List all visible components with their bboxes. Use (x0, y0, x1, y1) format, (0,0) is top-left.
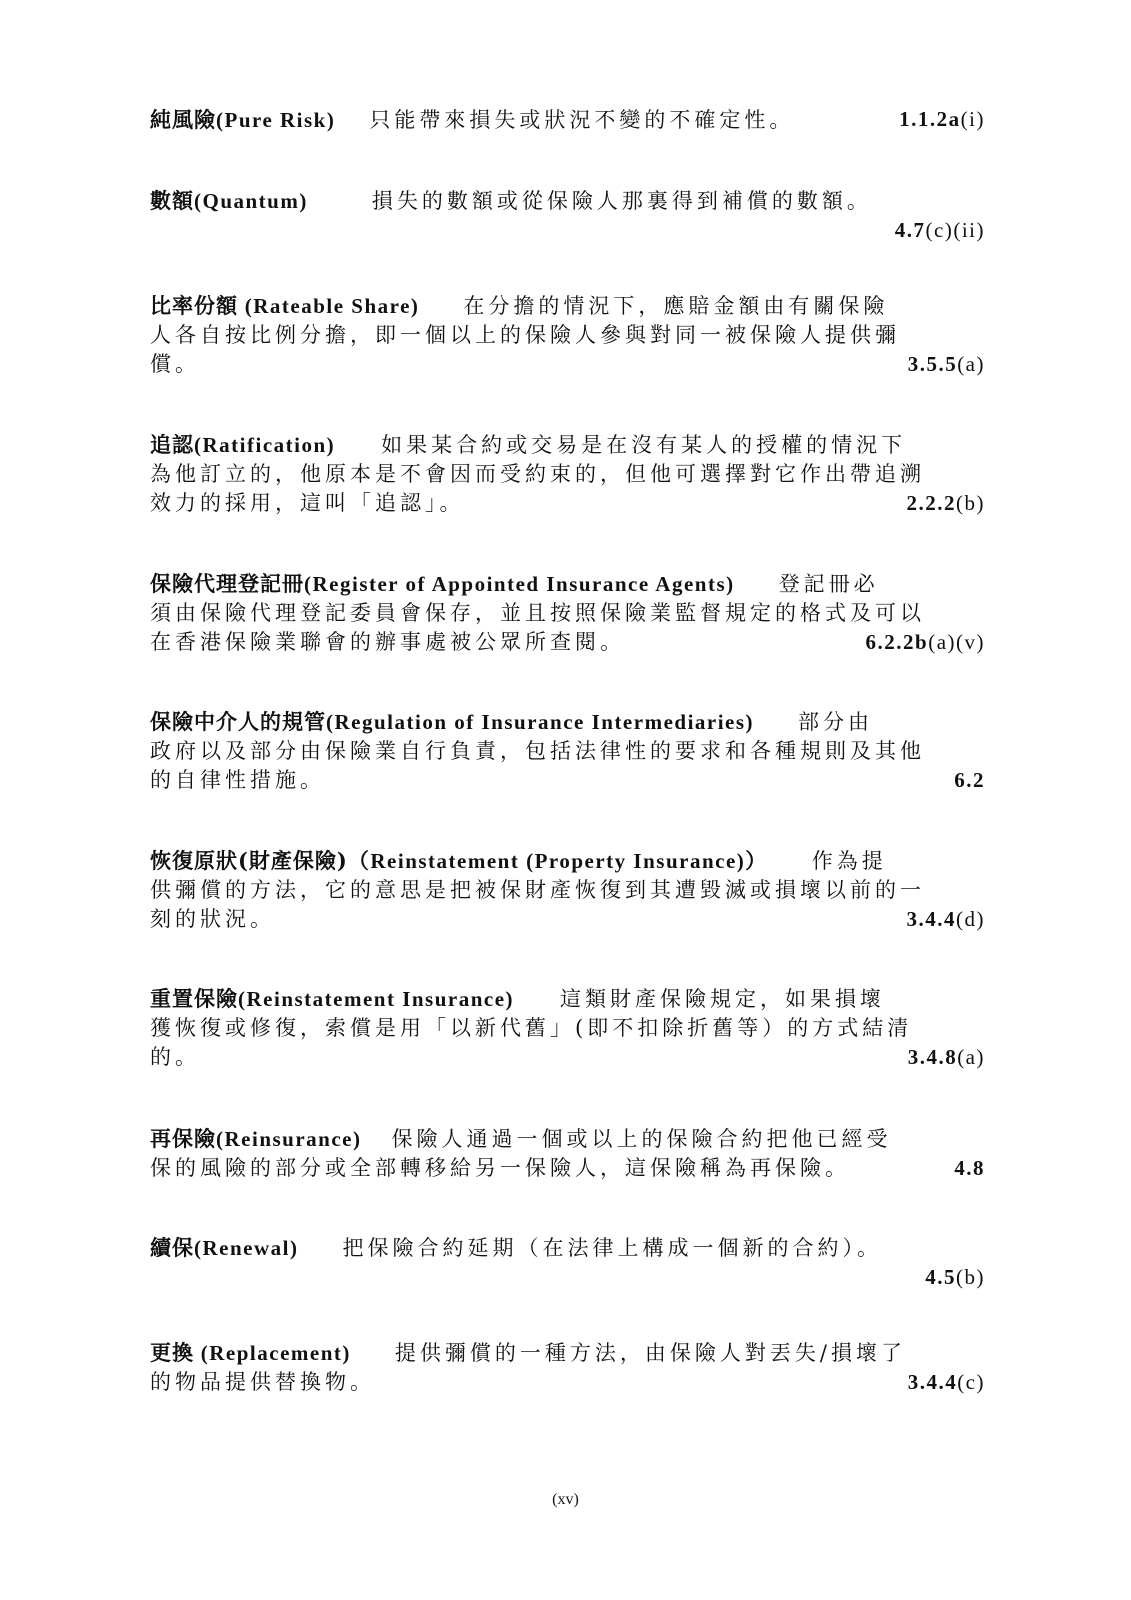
definition-line: 的物品提供替換物。 (150, 1370, 375, 1394)
definition-text: 只能帶來損失或狀況不變的不確定性。 (369, 108, 795, 132)
definition-line: 的。 (150, 1045, 200, 1069)
glossary-entry (150, 1233, 985, 1292)
definition-line: 提供彌償的一種方法，由保險人對丟失/損壞了 (394, 1341, 906, 1365)
definition-line: 為他訂立的，他原本是不會因而受約束的，但他可選擇對它作出帶追溯 (150, 462, 925, 486)
section-reference: 3.5.5(a) (907, 352, 985, 376)
glossary-entry (150, 1338, 985, 1397)
term-chinese: 保險中介人的規管 (150, 709, 326, 734)
term-english: (Replacement) (194, 1341, 351, 1365)
definition-text: 損失的數額或從保險人那裏得到補償的數額。 (371, 189, 872, 213)
definition-line: 償。 (150, 352, 200, 376)
definition-line: 政府以及部分由保險業自行負責，包括法律性的要求和各種規則及其他 (150, 739, 925, 763)
page-number: (xv) (552, 1491, 579, 1508)
definition-line: 在香港保險業聯會的辦事處被公眾所查閱。 (150, 630, 625, 654)
term-chinese: 更換 (150, 1340, 194, 1365)
glossary-entry (150, 430, 985, 518)
term-english: (Pure Risk) (216, 108, 336, 132)
definition-line: 如果某合約或交易是在沒有某人的授權的情況下 (381, 433, 907, 457)
term-chinese: 比率份額 (150, 293, 238, 318)
term-chinese: 重置保險 (150, 986, 238, 1011)
term-chinese: 再保險 (150, 1126, 216, 1151)
term-chinese: 純風險 (150, 107, 216, 132)
definition-line: 獲恢復或修復，索償是用「以新代舊」(即不扣除折舊等）的方式結清 (150, 1016, 913, 1040)
term-chinese: 續保 (150, 1235, 194, 1260)
definition-line: 保的風險的部分或全部轉移給另一保險人，這保險稱為再保險。 (150, 1156, 850, 1180)
definition-line: 登記冊必 (778, 572, 879, 596)
term-english: （Reinstatement (Property Insurance)） (347, 849, 768, 873)
glossary-entry (150, 846, 985, 934)
glossary-entry (150, 569, 985, 657)
term-english: (Rateable Share) (238, 294, 420, 318)
glossary-entry (150, 984, 985, 1072)
term-english: (Reinsurance) (216, 1127, 362, 1151)
glossary-entry (150, 186, 985, 245)
definition-line: 作為提 (811, 849, 887, 873)
definition-line: 供彌償的方法，它的意思是把被保財產恢復到其遭毀滅或損壞以前的一 (150, 878, 925, 902)
definition-line: 人各自按比例分擔，即一個以上的保險人參與對同一被保險人提供彌 (150, 323, 900, 347)
section-reference: 1.1.2a(i) (899, 107, 985, 131)
term-chinese: 恢復原狀(財產保險) (150, 848, 348, 873)
term-english: (Quantum) (194, 189, 308, 213)
definition-line: 在分擔的情況下，應賠金額由有關保險 (463, 294, 889, 318)
term-english: (Regulation of Insurance Intermediaries) (326, 710, 755, 734)
section-reference: 3.4.8(a) (907, 1045, 985, 1069)
term-chinese: 保險代理登記冊 (150, 571, 304, 596)
section-reference: 6.2.2b(a)(v) (865, 630, 985, 654)
definition-line: 保險人通過一個或以上的保險合約把他已經受 (391, 1127, 892, 1151)
definition-line: 刻的狀況。 (150, 907, 275, 931)
term-english: (Ratification) (194, 433, 336, 457)
term-english: (Reinstatement Insurance) (238, 987, 515, 1011)
glossary-entry (150, 1124, 985, 1183)
term-chinese: 追認 (150, 432, 194, 457)
section-reference: 3.4.4(c) (907, 1370, 985, 1394)
term-english: (Register of Appointed Insurance Agents) (304, 572, 735, 596)
glossary-entry (150, 291, 985, 379)
glossary-entry (150, 105, 985, 135)
definition-line: 這類財產保險規定，如果損壞 (560, 987, 886, 1011)
section-reference: 3.4.4(d) (906, 907, 985, 931)
definition-line: 效力的採用，這叫「追認」。 (150, 491, 465, 515)
definition-line: 的自律性措施。 (150, 768, 325, 792)
term-chinese: 數額 (150, 188, 194, 213)
section-reference: 6.2 (954, 768, 985, 792)
section-reference: 4.7(c)(ii) (894, 218, 985, 242)
definition-text: 把保險合約延期（在法律上構成一個新的合約）。 (342, 1236, 882, 1260)
section-reference: 4.8 (954, 1156, 985, 1180)
term-english: (Renewal) (194, 1236, 299, 1260)
section-reference: 2.2.2(b) (906, 491, 985, 515)
definition-line: 須由保險代理登記委員會保存，並且按照保險業監督規定的格式及可以 (150, 601, 925, 625)
definition-line: 部分由 (798, 710, 874, 734)
section-reference: 4.5(b) (925, 1265, 985, 1289)
glossary-entry (150, 707, 985, 795)
